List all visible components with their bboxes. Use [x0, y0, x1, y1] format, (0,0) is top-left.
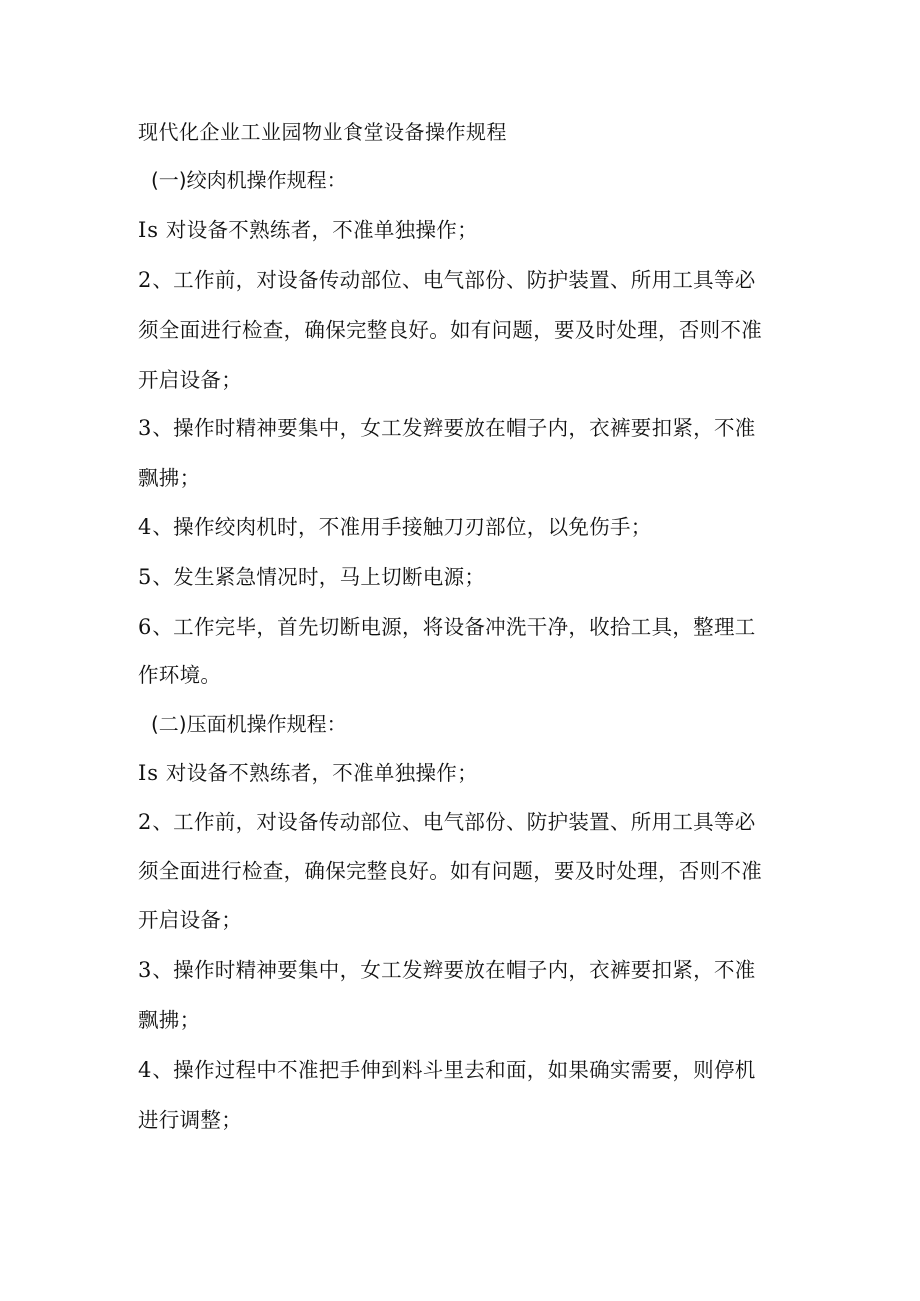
- item-number: 3: [138, 958, 153, 982]
- rule-item-3: [138, 954, 756, 986]
- item-text: 、操作过程中不准把手伸到料斗里去和面，如果确实需要，则停机: [152, 1058, 756, 1082]
- rule-item-3-continued: 飘拂；: [138, 1008, 201, 1032]
- item-number: 2: [138, 268, 153, 292]
- rule-item-6: [138, 611, 756, 643]
- item-number: 3: [138, 416, 153, 440]
- rule-item-2-continued: 须全面进行检查，确保完整良好。如有问题，要及时处理，否则不准: [138, 859, 762, 883]
- section-heading-meat-grinder: (一)绞肉机操作规程：: [151, 168, 347, 192]
- rule-item-6-continued: 作环境。: [138, 663, 222, 687]
- item-text: 、工作完毕，首先切断电源，将设备冲洗干净，收拾工具，整理工: [152, 615, 756, 639]
- item-text: 、操作时精神要集中，女工发辫要放在帽子内，衣裤要扣紧，不准: [152, 958, 756, 982]
- item-text: 、发生紧急情况时，马上切断电源；: [152, 565, 486, 589]
- rule-item-5: [138, 561, 485, 593]
- rule-item-1: [138, 757, 478, 789]
- rule-item-2: [138, 806, 756, 838]
- item-number: Is: [138, 218, 160, 242]
- item-text: 对设备不熟练者，不准单独操作；: [165, 218, 478, 242]
- item-text: 、操作绞肉机时，不准用手接触刀刃部位，以免伤手；: [152, 515, 652, 539]
- rule-item-2-continued: 开启设备；: [138, 368, 242, 392]
- rule-item-4: [138, 511, 652, 543]
- item-number: 4: [138, 515, 153, 539]
- section-heading-noodle-press: (二)压面机操作规程：: [151, 712, 347, 736]
- rule-item-4-continued: 进行调整；: [138, 1108, 242, 1132]
- item-text: 对设备不熟练者，不准单独操作；: [165, 761, 478, 785]
- item-text: 、操作时精神要集中，女工发辫要放在帽子内，衣裤要扣紧，不准: [152, 416, 756, 440]
- item-number: 6: [138, 615, 153, 639]
- item-number: 4: [138, 1058, 153, 1082]
- rule-item-2-continued: 开启设备；: [138, 908, 242, 932]
- rule-item-3-continued: 飘拂；: [138, 466, 201, 490]
- item-number: 2: [138, 810, 153, 834]
- document-title: 现代化企业工业园物业食堂设备操作规程: [138, 120, 507, 144]
- item-number: Is: [138, 761, 160, 785]
- rule-item-2: [138, 264, 756, 296]
- item-text: 、工作前，对设备传动部位、电气部份、防护装置、所用工具等必: [152, 810, 756, 834]
- rule-item-3: [138, 412, 756, 444]
- rule-item-2-continued: 须全面进行检查，确保完整良好。如有问题，要及时处理，否则不准: [138, 318, 762, 342]
- item-number: 5: [138, 565, 153, 589]
- rule-item-1: [138, 214, 478, 246]
- rule-item-4: [138, 1054, 756, 1086]
- item-text: 、工作前，对设备传动部位、电气部份、防护装置、所用工具等必: [152, 268, 756, 292]
